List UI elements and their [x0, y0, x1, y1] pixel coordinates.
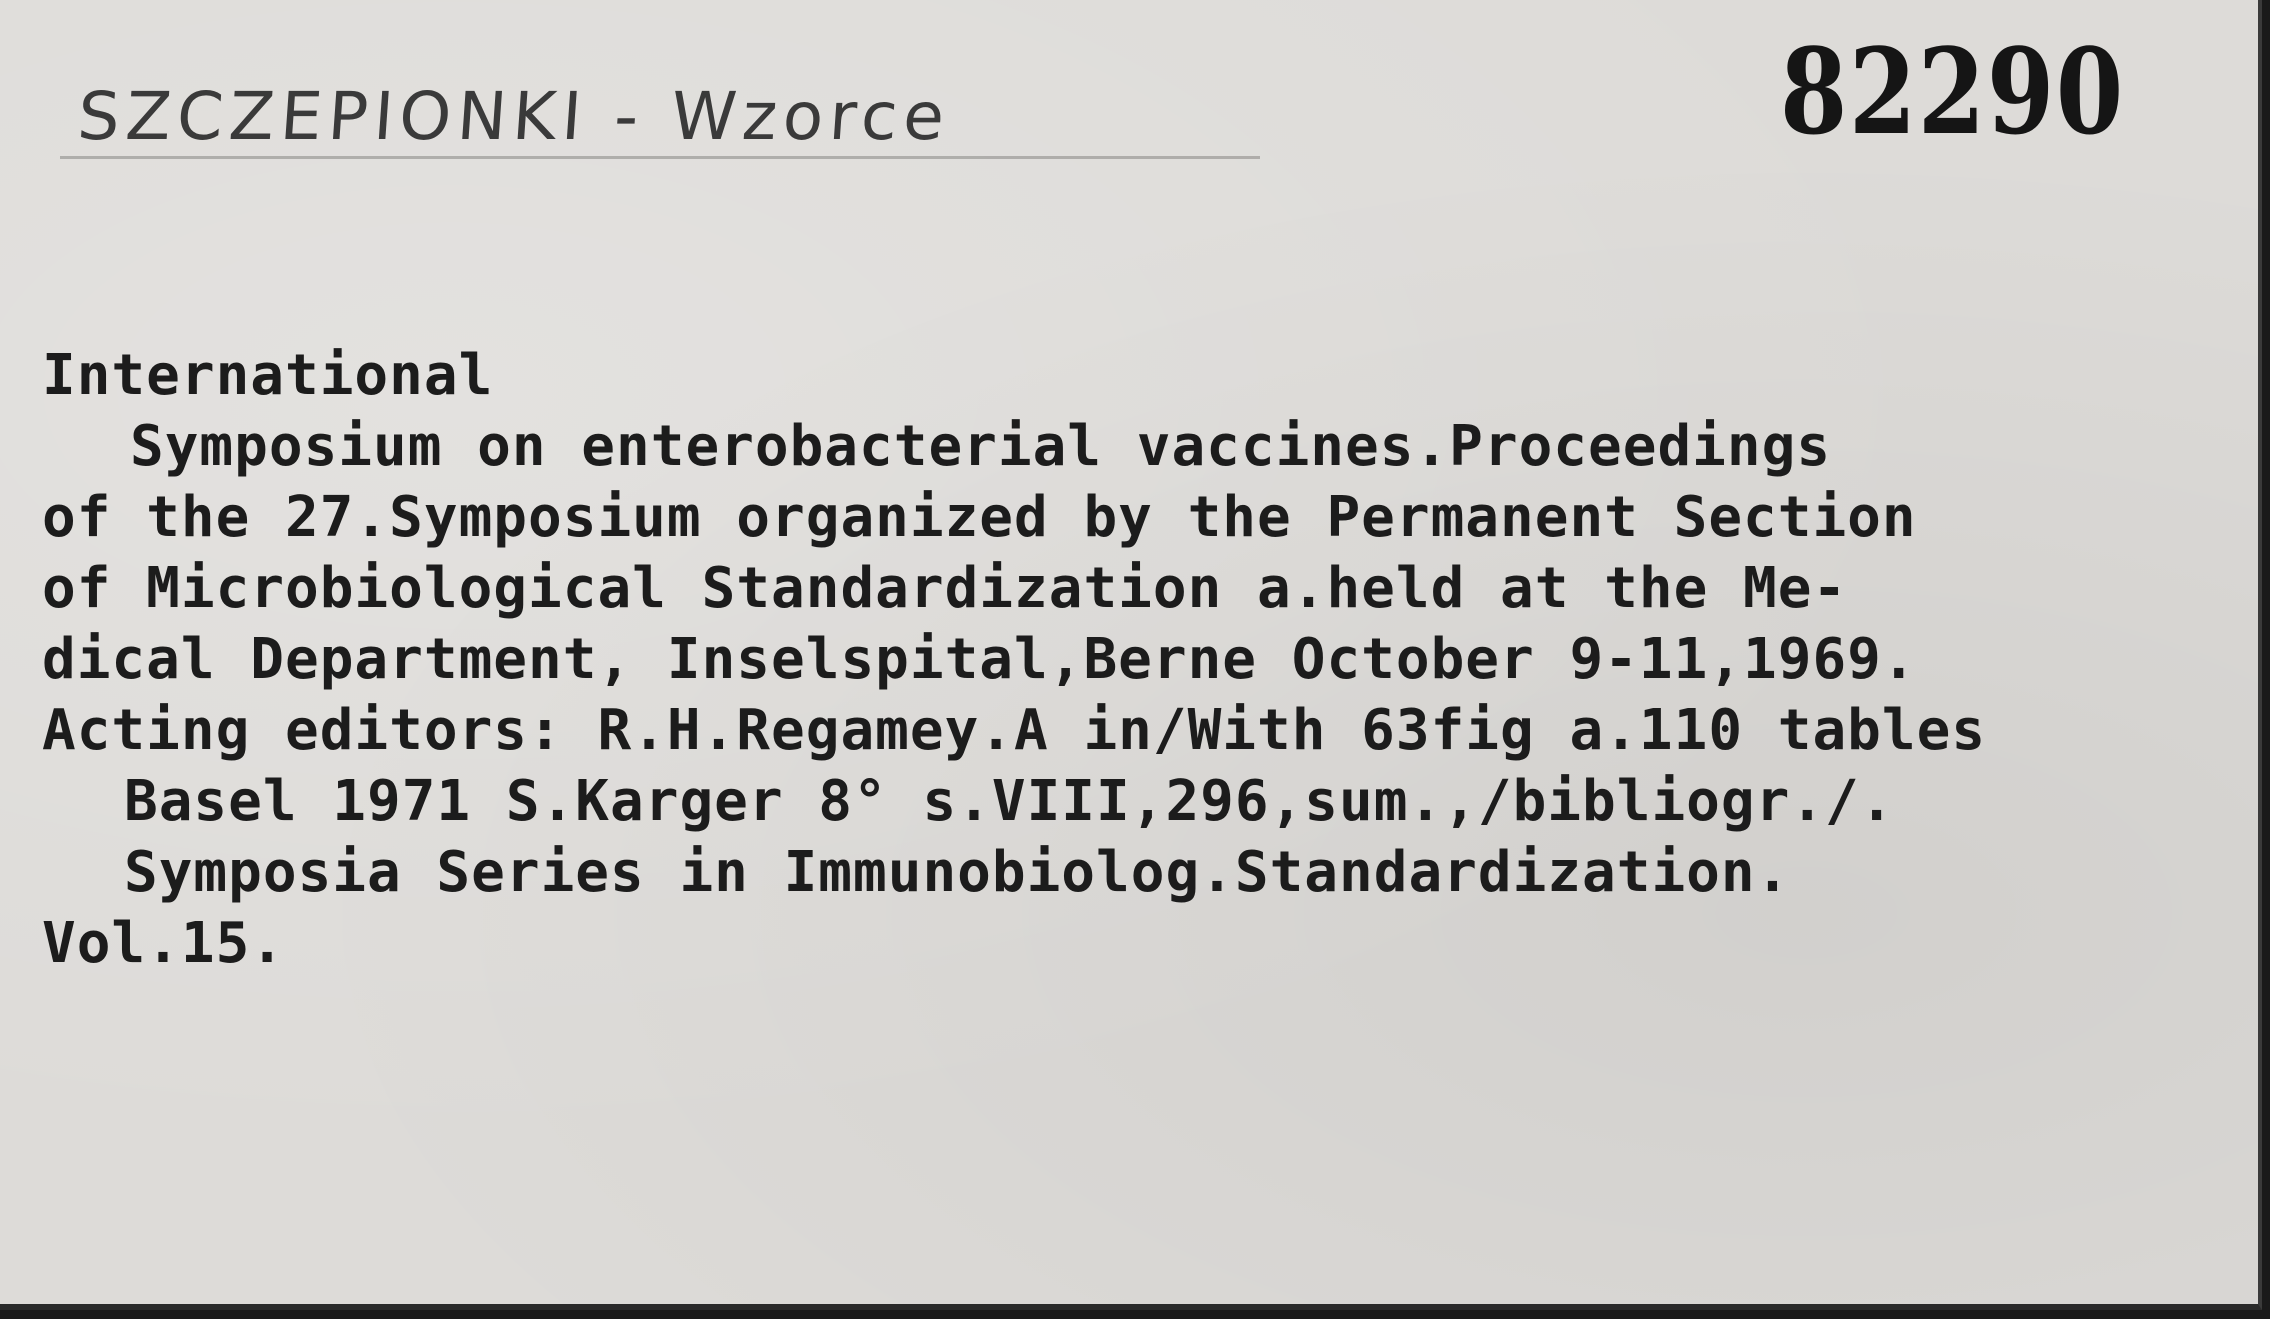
entry-line: Basel 1971 S.Karger 8° s.VIII,296,sum.,/bibliogr./. [124, 769, 1895, 834]
entry-line: Symposia Series in Immunobiolog.Standardization. [124, 840, 1791, 905]
entry-line: Acting editors: R.H.Regamey.A in/With 63fig a.110 tables [42, 698, 1987, 763]
entry-line: Vol.15. [42, 911, 286, 976]
entry-line: dical Department, Inselspital,Berne October 9-11,1969. [42, 627, 1917, 692]
entry-line: Symposium on enterobacterial vaccines.Proceedings [130, 414, 1832, 479]
entry-line: of the 27.Symposium organized by the Permanent Section [42, 485, 1917, 550]
entry-line: International [42, 343, 494, 408]
entry-line: of Microbiological Standardization a.held at the Me- [42, 556, 1848, 621]
card-number: 82290 [1780, 22, 2125, 161]
heading-underline [60, 156, 1260, 159]
subject-heading: SZCZEPIONKI - Wzorce [75, 78, 953, 155]
bibliographic-entry [42, 340, 1986, 979]
